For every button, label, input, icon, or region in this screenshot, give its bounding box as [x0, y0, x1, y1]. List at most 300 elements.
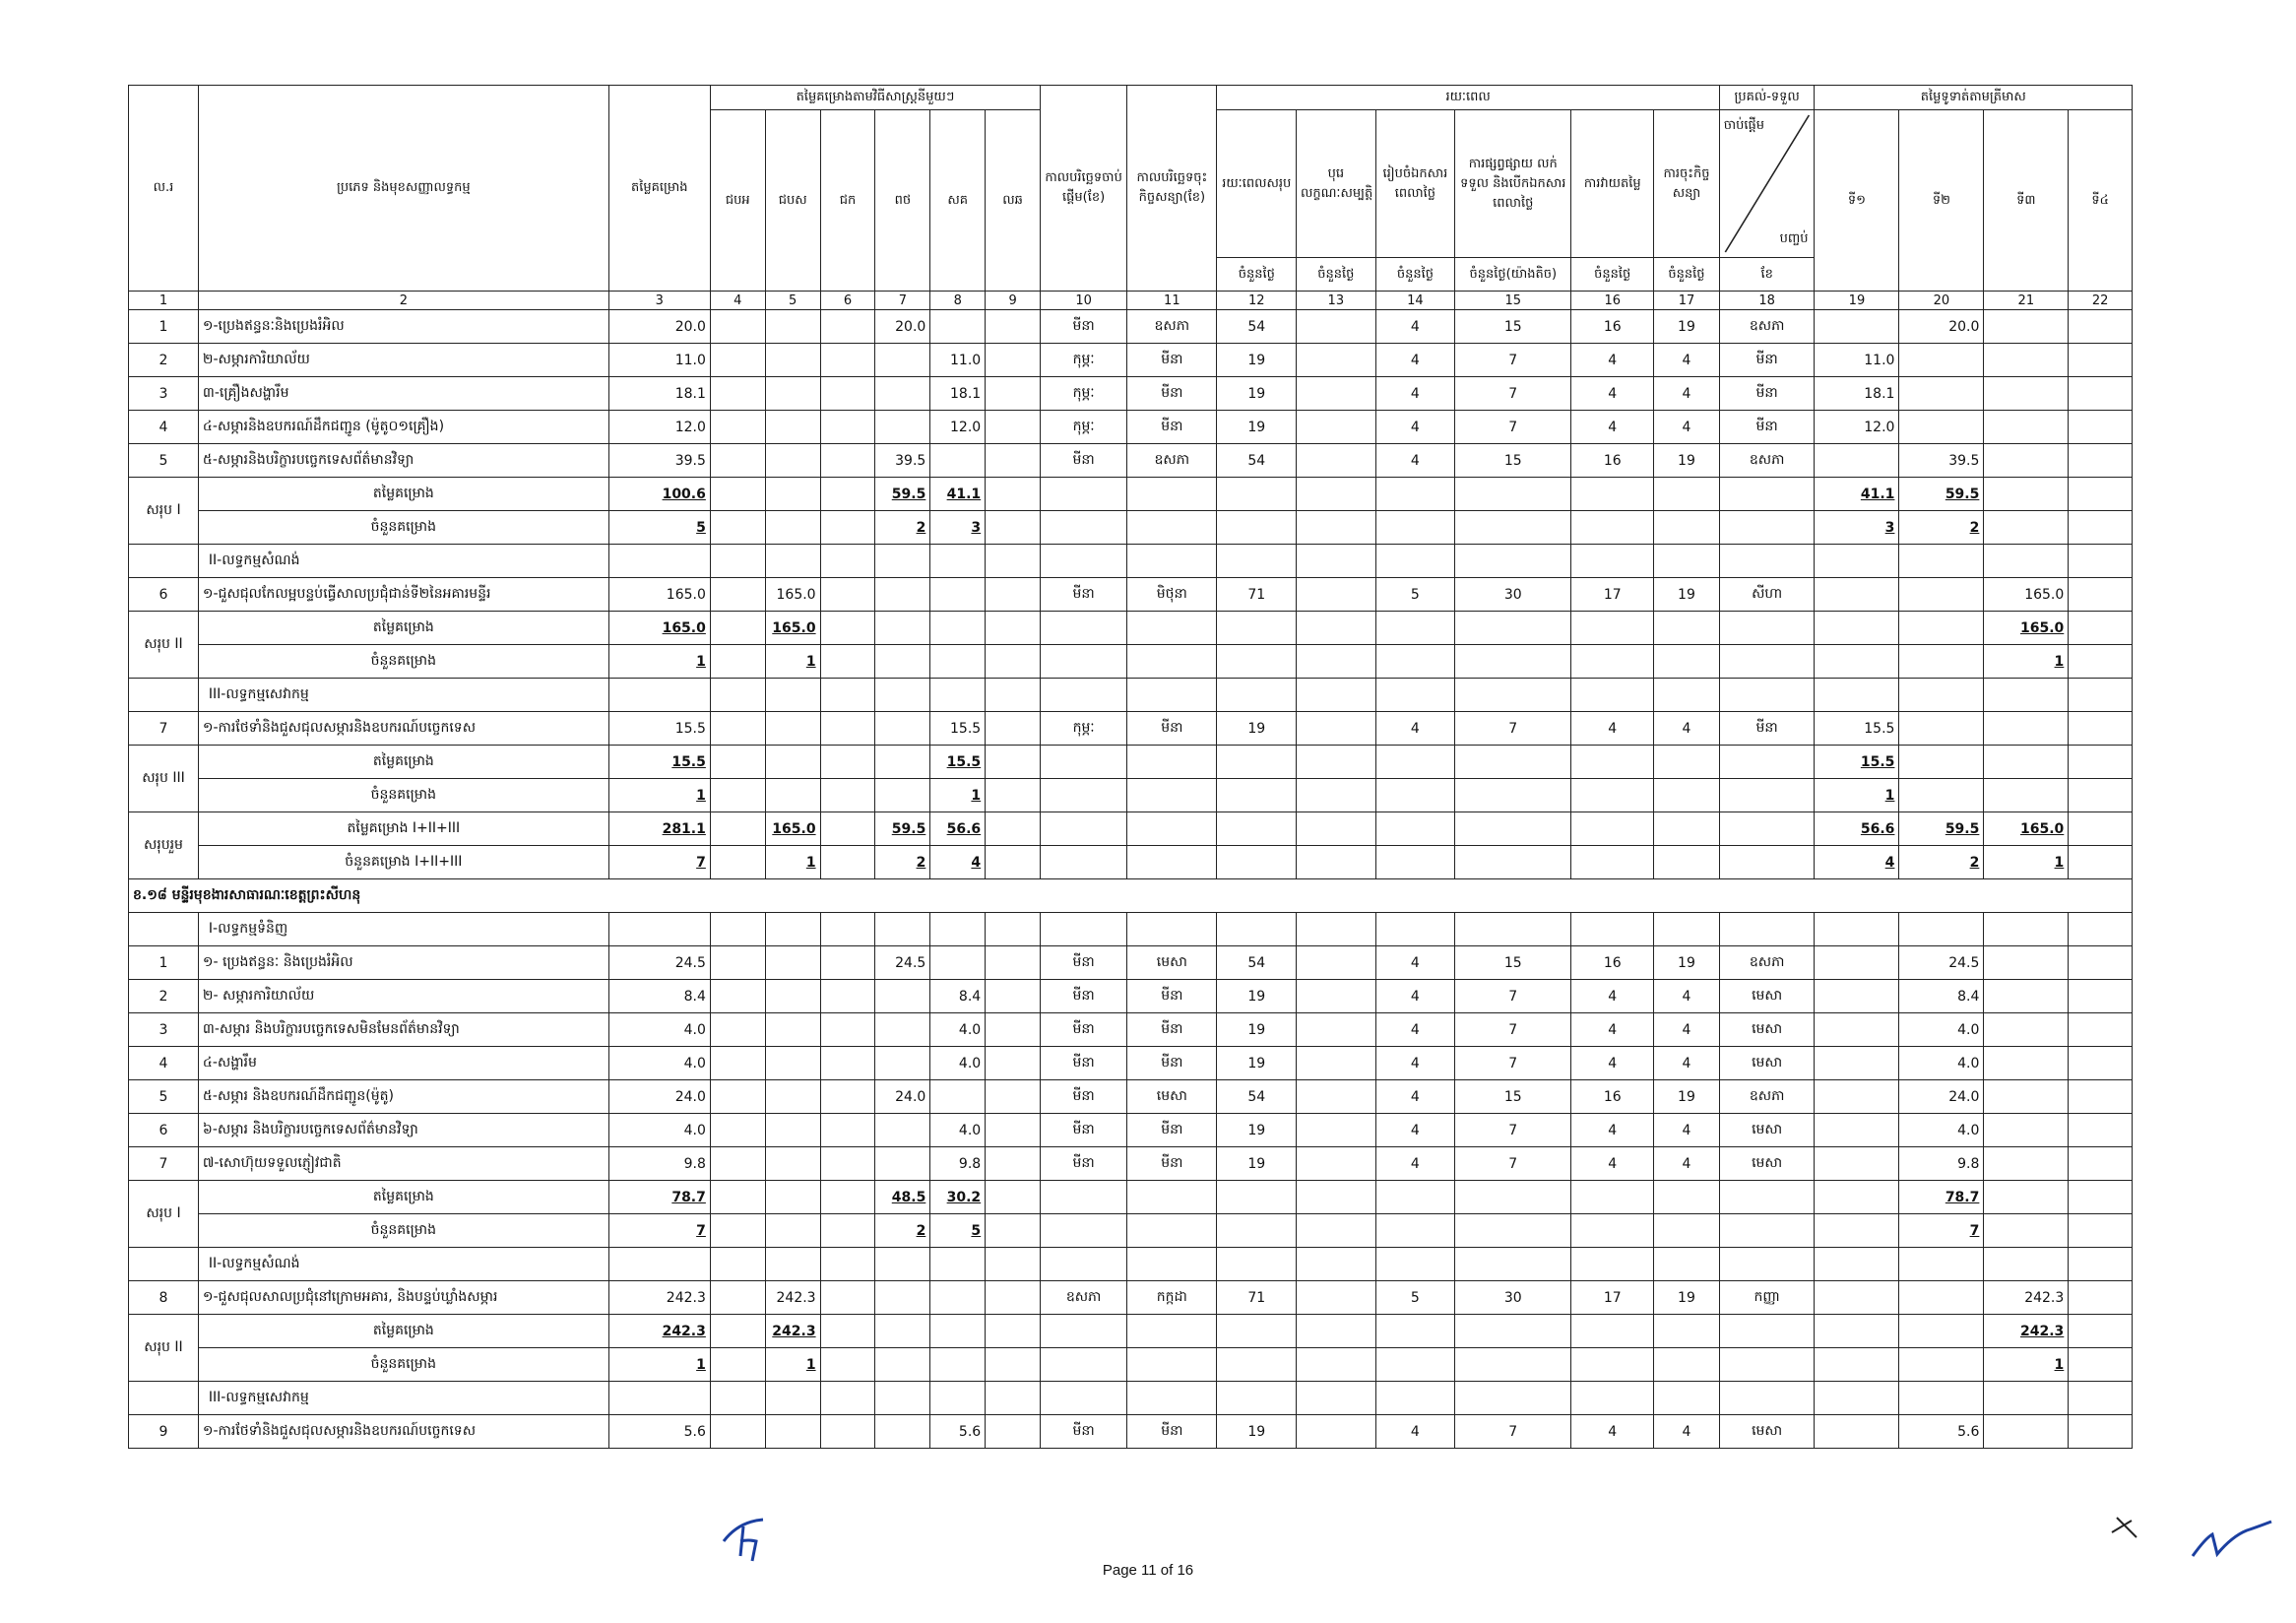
value-cell [765, 1147, 820, 1181]
value-cell: 15.5 [608, 712, 710, 746]
section-title: I-លទ្ធកម្មទំនិញ [198, 913, 608, 946]
empty-cell [2069, 1382, 2133, 1415]
value-cell [1297, 411, 1376, 444]
subtotal-count [1719, 1348, 1815, 1382]
subtotal-count [1041, 846, 1127, 879]
value-cell [2069, 1080, 2133, 1114]
subtotal-count [1719, 846, 1815, 879]
value-cell: 4.0 [1899, 1013, 1984, 1047]
value-cell [1984, 310, 2069, 344]
subtotal-count [1899, 1348, 1984, 1382]
value-cell: ឧសភា [1719, 310, 1815, 344]
subtotal-count [1041, 779, 1127, 812]
subtotal-value: 165.0 [1984, 812, 2069, 846]
subtotal-value: 242.3 [1984, 1315, 2069, 1348]
subtotal-count: 1 [765, 846, 820, 879]
value-cell [1984, 946, 2069, 980]
subtotal-count-label: ចំនួនគម្រោង [198, 779, 608, 812]
row-number: 3 [129, 377, 199, 411]
empty-cell [875, 1382, 930, 1415]
value-cell: 24.0 [1899, 1080, 1984, 1114]
subtotal-count [1375, 846, 1455, 879]
value-cell [1815, 1114, 1899, 1147]
table-row [129, 344, 2133, 377]
column-number: 1 [129, 292, 199, 310]
subtotal-count: 1 [765, 645, 820, 679]
value-cell [820, 1013, 875, 1047]
value-cell [1297, 444, 1376, 478]
subtotal-value: 15.5 [930, 746, 986, 779]
item-description: ២- សម្ភារការិយាល័យ [198, 980, 608, 1013]
subtotal-value: 242.3 [765, 1315, 820, 1348]
table-row [129, 578, 2133, 612]
quarter-header: ទី១ [1815, 110, 1899, 292]
table-row [129, 1047, 2133, 1080]
empty-cell [1041, 679, 1127, 712]
value-cell [2069, 1415, 2133, 1449]
value-cell [1984, 1047, 2069, 1080]
subtotal-value [986, 812, 1041, 846]
subtotal-value [1654, 478, 1720, 511]
subtotal-budget-label: តម្លៃគម្រោង [198, 612, 608, 645]
subtotal-value [1899, 1315, 1984, 1348]
value-cell [1984, 1114, 2069, 1147]
table-row [129, 1013, 2133, 1047]
subtotal-value [1654, 746, 1720, 779]
value-cell [820, 344, 875, 377]
empty-cell [1375, 1248, 1455, 1281]
value-cell [930, 578, 986, 612]
subtotal-count: 3 [930, 511, 986, 545]
empty-cell [1654, 545, 1720, 578]
empty-cell [930, 1382, 986, 1415]
empty-cell [1455, 1248, 1571, 1281]
subtotal-value: 15.5 [1815, 746, 1899, 779]
value-cell [986, 1047, 1041, 1080]
value-cell [710, 1080, 765, 1114]
item-description: ៣-គ្រឿងសង្ហារឹម [198, 377, 608, 411]
value-cell [2069, 1047, 2133, 1080]
value-cell [2069, 377, 2133, 411]
subtotal-value [2069, 812, 2133, 846]
value-cell: 19 [1217, 1147, 1297, 1181]
subtotal-count: 7 [1899, 1214, 1984, 1248]
subtotal-value [1571, 746, 1654, 779]
value-cell [820, 980, 875, 1013]
value-cell: 9.8 [608, 1147, 710, 1181]
subtotal-count-label: ចំនួនគម្រោង [198, 1214, 608, 1248]
empty-cell [1571, 545, 1654, 578]
row-number: 2 [129, 344, 199, 377]
empty-cell [2069, 679, 2133, 712]
value-cell: 7 [1455, 344, 1571, 377]
subtotal-value: 56.6 [1815, 812, 1899, 846]
empty-cell [1127, 545, 1217, 578]
empty-cell [765, 1248, 820, 1281]
value-cell: 16 [1571, 1080, 1654, 1114]
subtotal-value [1297, 1315, 1376, 1348]
value-cell [986, 1080, 1041, 1114]
empty-cell [875, 1248, 930, 1281]
subtotal-count [710, 846, 765, 879]
item-description: ៤-សម្ភារនិងឧបករណ៍ដឹកជញ្ជូន (ម៉ូតូ០១គ្រឿង) [198, 411, 608, 444]
subtotal-count-row [129, 846, 2133, 879]
value-cell [1297, 377, 1376, 411]
empty-cell [1217, 545, 1297, 578]
value-cell [1984, 377, 2069, 411]
value-cell: 18.1 [930, 377, 986, 411]
value-cell [930, 310, 986, 344]
row-number: 5 [129, 1080, 199, 1114]
value-cell: 4.0 [608, 1114, 710, 1147]
subtotal-value [1815, 1181, 1899, 1214]
value-cell [875, 344, 930, 377]
row-number: 8 [129, 1281, 199, 1315]
value-cell [710, 411, 765, 444]
subtotal-value [1217, 478, 1297, 511]
value-cell [2069, 712, 2133, 746]
subtotal-count [1899, 645, 1984, 679]
value-cell: 15 [1455, 1080, 1571, 1114]
subtotal-value [986, 478, 1041, 511]
value-cell: 18.1 [1815, 377, 1899, 411]
row-number: 4 [129, 1047, 199, 1080]
subtotal-value: 165.0 [608, 612, 710, 645]
subtotal-label: សរុប II [129, 612, 199, 679]
table-row [129, 980, 2133, 1013]
value-cell: 9.8 [1899, 1147, 1984, 1181]
value-cell: 7 [1455, 1047, 1571, 1080]
value-cell: 7 [1455, 980, 1571, 1013]
column-number-row [129, 292, 2133, 310]
subtotal-count [1041, 1348, 1127, 1382]
subtotal-count [2069, 511, 2133, 545]
value-cell: កុម្ភៈ [1041, 411, 1127, 444]
subtotal-value [1571, 1315, 1654, 1348]
subtotal-value: 59.5 [875, 812, 930, 846]
column-number: 6 [820, 292, 875, 310]
value-cell: 19 [1217, 344, 1297, 377]
empty-cell [1899, 1248, 1984, 1281]
value-cell [875, 377, 930, 411]
subtotal-count [1571, 1214, 1654, 1248]
empty-cell [1984, 679, 2069, 712]
value-cell [765, 310, 820, 344]
value-cell: 242.3 [1984, 1281, 2069, 1315]
column-number: 5 [765, 292, 820, 310]
subtotal-count [710, 511, 765, 545]
section-row [129, 545, 2133, 578]
value-cell: មីនា [1041, 980, 1127, 1013]
value-cell: 4 [1654, 1013, 1720, 1047]
subtotal-count [710, 779, 765, 812]
value-cell: 4 [1654, 712, 1720, 746]
value-cell [930, 1080, 986, 1114]
value-cell [1899, 344, 1984, 377]
subtotal-value [2069, 612, 2133, 645]
subtotal-count: 2 [1899, 511, 1984, 545]
department-title: ខ.១៨ មន្ទីរមុខងារសាធារណៈខេត្តព្រះសីហនុ [129, 879, 2133, 913]
value-cell [875, 1114, 930, 1147]
row-number: 4 [129, 411, 199, 444]
value-cell [2069, 1147, 2133, 1181]
subtotal-count [820, 779, 875, 812]
subtotal-value [710, 746, 765, 779]
subtotal-count [710, 645, 765, 679]
method-header: ពថ [875, 110, 930, 292]
empty-cell [1571, 1382, 1654, 1415]
value-cell [1984, 444, 2069, 478]
subtotal-count: 1 [1984, 1348, 2069, 1382]
subtotal-count [1984, 1214, 2069, 1248]
value-cell: 4 [1375, 1047, 1455, 1080]
value-cell [1815, 310, 1899, 344]
subtotal-value [1297, 746, 1376, 779]
subtotal-value [765, 478, 820, 511]
value-cell [986, 344, 1041, 377]
empty-cell [1719, 1382, 1815, 1415]
value-cell: 4.0 [608, 1047, 710, 1080]
value-cell: 5 [1375, 578, 1455, 612]
value-cell [875, 1013, 930, 1047]
column-number: 8 [930, 292, 986, 310]
empty-cell [1375, 545, 1455, 578]
column-number: 15 [1455, 292, 1571, 310]
value-cell: មីនា [1041, 1415, 1127, 1449]
empty-cell [986, 545, 1041, 578]
empty-cell [1041, 913, 1127, 946]
value-cell [710, 377, 765, 411]
subtotal-value [1041, 1181, 1127, 1214]
subtotal-count-row [129, 779, 2133, 812]
value-cell [986, 946, 1041, 980]
empty-cell [1899, 1382, 1984, 1415]
value-cell [986, 310, 1041, 344]
value-cell: 8.4 [930, 980, 986, 1013]
subtotal-value [1217, 1315, 1297, 1348]
value-cell [986, 1013, 1041, 1047]
value-cell: 19 [1654, 310, 1720, 344]
col-type: ប្រភេទ និងមុខសញ្ញាលទ្ធកម្ម [198, 86, 608, 292]
subtotal-value [1375, 1315, 1455, 1348]
empty-cell [1217, 679, 1297, 712]
value-cell: មីនា [1127, 1013, 1217, 1047]
value-cell [2069, 1114, 2133, 1147]
subtotal-count [1654, 846, 1720, 879]
value-cell [765, 1047, 820, 1080]
value-cell [765, 1080, 820, 1114]
subtotal-value [1571, 1181, 1654, 1214]
value-cell: មីនា [1127, 1415, 1217, 1449]
value-cell [765, 980, 820, 1013]
value-cell: 7 [1455, 1013, 1571, 1047]
column-number: 7 [875, 292, 930, 310]
value-cell [875, 980, 930, 1013]
empty-cell [1654, 679, 1720, 712]
value-cell: មីនា [1041, 1080, 1127, 1114]
subtotal-value [1455, 1181, 1571, 1214]
subtotal-count [1297, 1348, 1376, 1382]
value-cell: 17 [1571, 1281, 1654, 1315]
value-cell: 4 [1571, 1114, 1654, 1147]
empty-cell [2069, 1248, 2133, 1281]
value-cell: មីនា [1041, 444, 1127, 478]
subtotal-count [1455, 1214, 1571, 1248]
table-row [129, 1147, 2133, 1181]
duration-header: បុរេលក្ខណៈសម្បត្តិ [1297, 110, 1376, 258]
value-cell [710, 1013, 765, 1047]
value-cell: 71 [1217, 1281, 1297, 1315]
subtotal-value [2069, 746, 2133, 779]
subtotal-value [1041, 478, 1127, 511]
subtotal-value: 242.3 [608, 1315, 710, 1348]
empty-cell [1455, 913, 1571, 946]
table-row [129, 946, 2133, 980]
value-cell [1297, 1013, 1376, 1047]
empty-cell [129, 679, 199, 712]
subtotal-count [1375, 1214, 1455, 1248]
subtotal-value [1899, 746, 1984, 779]
value-cell: 4 [1375, 444, 1455, 478]
value-cell [875, 1147, 930, 1181]
value-cell [2069, 310, 2133, 344]
empty-cell [765, 1382, 820, 1415]
subtotal-value [1127, 1315, 1217, 1348]
subtotal-value [1217, 812, 1297, 846]
value-cell: 19 [1217, 980, 1297, 1013]
empty-cell [930, 679, 986, 712]
value-cell: 30 [1455, 1281, 1571, 1315]
value-cell [820, 578, 875, 612]
subtotal-count [2069, 779, 2133, 812]
empty-cell [608, 1248, 710, 1281]
value-cell [930, 444, 986, 478]
value-cell [710, 712, 765, 746]
empty-cell [1127, 913, 1217, 946]
value-cell: 19 [1217, 712, 1297, 746]
value-cell [2069, 946, 2133, 980]
value-cell [2069, 1013, 2133, 1047]
value-cell: 11.0 [930, 344, 986, 377]
subtotal-count: 2 [875, 511, 930, 545]
subtotal-count-row [129, 511, 2133, 545]
subtotal-count [1455, 1348, 1571, 1382]
value-cell: មីនា [1041, 946, 1127, 980]
value-cell [875, 1415, 930, 1449]
subtotal-value: 41.1 [930, 478, 986, 511]
empty-cell [1815, 679, 1899, 712]
value-cell [1297, 1281, 1376, 1315]
subtotal-count [1455, 779, 1571, 812]
subtotal-label: សរុប II [129, 1315, 199, 1382]
subtotal-count [710, 1214, 765, 1248]
row-number: 3 [129, 1013, 199, 1047]
value-cell: 8.4 [1899, 980, 1984, 1013]
empty-cell [930, 545, 986, 578]
value-cell: មីនា [1041, 1147, 1127, 1181]
empty-cell [1455, 679, 1571, 712]
subtotal-count: 7 [608, 846, 710, 879]
value-cell [820, 310, 875, 344]
value-cell [1899, 411, 1984, 444]
value-cell: 71 [1217, 578, 1297, 612]
value-cell [710, 980, 765, 1013]
quarter-header: ទី២ [1899, 110, 1984, 292]
row-number: 1 [129, 946, 199, 980]
empty-cell [1984, 913, 2069, 946]
empty-cell [1217, 913, 1297, 946]
value-cell: 4.0 [930, 1047, 986, 1080]
value-cell: 16 [1571, 444, 1654, 478]
subtotal-count [1127, 1348, 1217, 1382]
subtotal-value [986, 612, 1041, 645]
value-cell [1815, 1080, 1899, 1114]
value-cell [710, 444, 765, 478]
value-cell: កក្កដា [1127, 1281, 1217, 1315]
empty-cell [1571, 913, 1654, 946]
subtotal-value [1217, 1181, 1297, 1214]
method-header: លឆ [986, 110, 1041, 292]
subtotal-count [2069, 645, 2133, 679]
value-cell: 30 [1455, 578, 1571, 612]
value-cell: 54 [1217, 310, 1297, 344]
value-cell [765, 444, 820, 478]
subtotal-value: 56.6 [930, 812, 986, 846]
subtotal-value: 165.0 [1984, 612, 2069, 645]
value-cell: មីនា [1127, 1047, 1217, 1080]
value-cell: មេសា [1719, 1114, 1815, 1147]
empty-cell [875, 913, 930, 946]
value-cell: 24.0 [608, 1080, 710, 1114]
value-cell: មេសា [1719, 1147, 1815, 1181]
value-cell: 7 [1455, 1114, 1571, 1147]
subtotal-count [1815, 645, 1899, 679]
value-cell [710, 1147, 765, 1181]
delivery-diagonal-cell [1719, 110, 1815, 258]
column-number: 17 [1654, 292, 1720, 310]
value-cell [1984, 411, 2069, 444]
value-cell [1815, 980, 1899, 1013]
value-cell: 4.0 [1899, 1114, 1984, 1147]
value-cell [986, 980, 1041, 1013]
subtotal-count [875, 779, 930, 812]
value-cell: 39.5 [608, 444, 710, 478]
value-cell: 12.0 [1815, 411, 1899, 444]
subtotal-value [820, 1181, 875, 1214]
subtotal-value [820, 1315, 875, 1348]
subtotal-value [875, 746, 930, 779]
subtotal-count-label: ចំនួនគម្រោង [198, 511, 608, 545]
value-cell: 12.0 [930, 411, 986, 444]
subtotal-count: 1 [1984, 645, 2069, 679]
value-cell: 165.0 [765, 578, 820, 612]
value-cell: 15 [1455, 310, 1571, 344]
value-cell [2069, 578, 2133, 612]
value-cell [820, 712, 875, 746]
empty-cell [1719, 1248, 1815, 1281]
subtotal-count [1041, 511, 1127, 545]
subtotal-count [820, 1348, 875, 1382]
empty-cell [1375, 913, 1455, 946]
subtotal-value [1297, 1181, 1376, 1214]
value-cell [820, 1415, 875, 1449]
value-cell: កុម្ភៈ [1041, 377, 1127, 411]
subtotal-value [1127, 478, 1217, 511]
subtotal-count [1217, 645, 1297, 679]
value-cell: មេសា [1719, 1415, 1815, 1449]
value-cell [986, 1281, 1041, 1315]
value-cell: ឧសភា [1127, 310, 1217, 344]
